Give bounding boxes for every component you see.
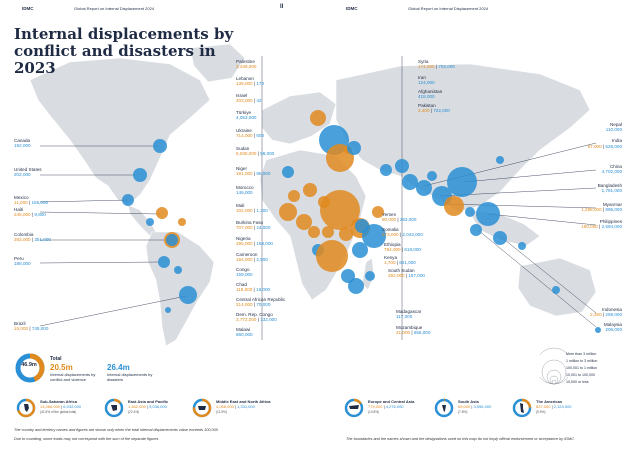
region-south-asia: South Asia 69,000 | 3,596,000 (7.8%) xyxy=(458,399,492,414)
label-cameroon: Cameroon 164,000 | 2,900 xyxy=(236,252,268,263)
label-malaysia: Malaysia 206,000 xyxy=(603,322,622,333)
bubble-kenya xyxy=(352,242,368,258)
size-legend-item: 10,000 or less xyxy=(566,380,589,384)
size-legend xyxy=(566,351,597,386)
label-palestine: Palestine 3,438,000 xyxy=(236,59,257,70)
total-disaster-label: Internal displacements by disasters xyxy=(107,372,153,382)
label-burkina-faso: Burkina Faso 707,000 | 24,000 xyxy=(236,220,271,231)
bubble-haiti xyxy=(156,207,168,219)
label-turkiye: Türkiye 4,053,000 xyxy=(236,110,257,121)
label-sudan: Sudan 6,035,000 | 58,000 xyxy=(236,146,275,157)
size-circle-5 xyxy=(552,380,556,384)
bubble-japan xyxy=(496,156,504,164)
bubble-cameroon xyxy=(308,226,320,238)
region-ssa: Sub-Saharan Africa 13,466,000 | 6,032,000 (41.6% of the global total) xyxy=(40,399,82,414)
label-canada: Canada 192,000 xyxy=(14,138,31,149)
bubble-niger xyxy=(303,183,317,197)
region-mena: Middle East and North Africa 4,058,000 | 1,331,000 (11.5%) xyxy=(216,399,271,414)
label-israel: Israel 203,000 | 42 xyxy=(236,93,262,104)
region-icon-americas xyxy=(512,398,532,418)
page-title: Internal displacements by conflict and disasters in 2023 xyxy=(14,25,234,77)
bubble-nigeria xyxy=(296,214,312,230)
bubble-vietnam xyxy=(465,207,475,217)
bubble-colombia-disaster xyxy=(166,234,178,246)
bubble-drc xyxy=(316,240,348,272)
bubble-iran xyxy=(380,164,392,176)
bubble-guatemala xyxy=(146,218,154,226)
header-left xyxy=(22,6,34,11)
land-south-america xyxy=(146,232,214,346)
bubble-peru xyxy=(158,256,170,268)
label-nepal: Nepal 110,000 xyxy=(605,122,622,133)
bubble-malaysia xyxy=(470,224,482,236)
label-congo: Congo 159,000 xyxy=(236,267,253,278)
footnote-right: The boundaries and the names shown and the designations used on this map do not imply official endorsement or acceptance by IDMC xyxy=(346,437,574,441)
label-south-sudan: South Sudan 282,000 | 167,000 xyxy=(388,268,425,279)
label-malawi: Malawi 660,000 xyxy=(236,327,253,338)
label-colombia: Colombia 293,000 | 351,000 xyxy=(14,232,51,243)
bubble-pakistan xyxy=(402,174,418,190)
label-pakistan: Pakistan 2,400 | 722,000 xyxy=(418,103,450,114)
bubble-car xyxy=(322,226,334,238)
header-right xyxy=(346,6,358,11)
bubble-mexico xyxy=(122,194,134,206)
label-yemen: Yemen 80,000 | 263,000 xyxy=(382,212,417,223)
label-afghanistan: Afghanistan 418,000 xyxy=(418,89,443,100)
label-kenya: Kenya 1,700 | 641,000 xyxy=(384,255,416,266)
bubble-united-states xyxy=(133,168,147,182)
region-eca: Europe and Central Asia 779,000 | 4,276,000 (10.8%) xyxy=(368,399,415,414)
size-legend-circles xyxy=(540,346,568,386)
label-myanmar: Myanmar 1,298,000 | 995,000 xyxy=(581,202,622,213)
leader-mexico xyxy=(40,200,128,202)
label-united-states: United States 202,000 xyxy=(14,167,42,178)
label-nigeria: Nigeria 295,000 | 168,000 xyxy=(236,236,273,247)
label-mali: Mali 102,000 | 1,300 xyxy=(236,203,268,214)
size-legend-item: 1 million to 3 million xyxy=(566,359,598,363)
bubble-canada xyxy=(153,139,167,153)
region-icon-ssa xyxy=(16,398,36,418)
land-north-america xyxy=(30,58,210,205)
header-left-report: Global Report on Internal Displacement 2024 xyxy=(74,6,155,11)
bubble-venezuela xyxy=(178,218,186,226)
total-conflict-value: 20.5m xyxy=(50,363,73,372)
label-mozambique: Mozambique 41,000 | 655,000 xyxy=(396,325,431,336)
bubble-syria xyxy=(347,141,361,155)
label-philippines: Philippines 160,000 | 2,594,000 xyxy=(581,219,622,230)
size-circle-2 xyxy=(542,360,566,384)
label-mexico: Mexico 11,000 | 156,000 xyxy=(14,195,49,206)
total-disaster-value: 26.4m xyxy=(107,363,130,372)
bubble-brazil xyxy=(179,286,197,304)
bubble-ukraine xyxy=(310,110,326,126)
size-circle-3 xyxy=(547,370,561,384)
header-right-report: Global Report on Internal Displacement 2024 xyxy=(408,6,489,11)
label-iran: Iran 124,000 xyxy=(418,75,435,86)
leader-peru xyxy=(40,262,160,263)
total-donut xyxy=(14,352,46,384)
total-conflict-label: Internal displacements by conflict and violence xyxy=(50,372,96,382)
bubble-morocco xyxy=(282,166,294,178)
bubble-chile xyxy=(165,307,171,313)
region-icon-south-asia xyxy=(434,398,454,418)
label-lebanon: Lebanon 139,000 | 170 xyxy=(236,76,265,87)
bubble-papua xyxy=(518,242,526,250)
region-eap: East Asia and Pacific 1,462,000 | 9,036,000 (22.4%) xyxy=(128,399,169,414)
bubble-mali xyxy=(288,190,300,202)
page-mark: II xyxy=(280,4,284,10)
label-car: Central African Republic 214,000 | 70,000 xyxy=(236,297,286,308)
label-chad: Chad 118,000 | 16,000 xyxy=(236,282,271,293)
region-icon-eap xyxy=(104,398,124,418)
label-somalia: Somalia 673,000 | 2,043,000 xyxy=(382,227,423,238)
label-drc: Dem. Rep. Congo 3,772,000 | 132,000 xyxy=(236,312,277,323)
label-niger: Niger 181,000 | 95,000 xyxy=(236,166,271,177)
total-value: 46.9m xyxy=(21,362,37,368)
region-icon-eca xyxy=(344,398,364,418)
bubble-bolivia xyxy=(174,266,182,274)
size-legend-item: 10,001 to 100,000 xyxy=(566,373,595,377)
bubble-philippines xyxy=(476,202,500,226)
bubble-australia xyxy=(552,286,560,294)
bubble-mozambique xyxy=(348,278,364,294)
idmc-logo-left: IDMC xyxy=(22,6,34,11)
bubble-myanmar xyxy=(444,196,464,216)
size-legend-item: 100,001 to 1 million xyxy=(566,366,598,370)
label-ukraine: Ukraine 714,000 | 600 xyxy=(236,128,265,139)
label-haiti: Haiti 245,000 | 9,800 xyxy=(14,207,46,218)
label-madagascar: Madagascar 117,000 xyxy=(396,309,422,320)
label-ethiopia: Ethiopia 794,000 | 618,000 xyxy=(384,242,421,253)
label-indonesia: Indonesia 2,300 | 258,000 xyxy=(590,307,622,318)
region-icon-mena xyxy=(192,398,212,418)
label-bangladesh: Bangladesh 1,791,000 xyxy=(597,183,622,194)
label-morocco: Morocco 146,000 xyxy=(236,185,254,196)
label-peru: Peru 188,000 xyxy=(14,256,31,267)
label-china: China 4,702,000 xyxy=(601,164,622,175)
total-label: Total xyxy=(50,356,62,362)
bubble-madagascar xyxy=(365,271,375,281)
bubble-india xyxy=(416,180,432,196)
bubble-nepal xyxy=(427,171,437,181)
bubble-indonesia xyxy=(493,231,507,245)
report-page: IDMC Global Report on Internal Displacement 2024 II IDMC Global Report on Internal Displacement 2024 Internal displacements by conflict and disasters in 2023 Canada 192,000 United States 202,000 Mexico 11,000 | 156,000 Haiti 245,000 | 9,800 Colombia 293,000 | 351,000 Peru 188,000 Brazil 15,000 | 745,000 Palestine 3,438,000 Lebanon 139,000 | 170 Israel 203,000 | 42 Türkiye 4,053,000 Ukraine 714,000 | 600 Sudan 6,035,000 | 58,000 Niger 181,000 | 95,000 Morocco 146,000 Mali 102,000 | 1,300 Burkina Faso 707,000 | 24,000 Nigeria 295,000 | 168,000 Cameroon 164,000 | 2,900 Congo 159,000 Chad 118,000 | 16,000 Central African Republic 214,000 | 70,000 Dem. Rep. Congo 3,772,000 | 132,000 Malawi 660,000 Syria 174,000 | 702,000 Iran 124,000 Afghanistan 418,000 Pakistan 2,400 | 722,000 Yemen 80,000 | 263,000 Somalia 673,000 | 2,043,000 Ethiopia 794,000 | 618,000 Kenya 1,700 | 641,000 South Sudan 282,000 | 167,000 Madagascar 117,000 Mozambique 41,000 | 655,000 India 67,000 | 528,000 Nepal 110,000 China 4,702,000 Bangladesh 1,791,000 Myanmar 1,298,000 | 995,000 Philippines 160,000 | 2,594,000 Indonesia 2,300 | 258,000 Malaysia 206,000 46.9m Total 20.5m Internal displacements by conflict and violence 26.4m Internal displacements by disasters More than 3 million 1 million to 3 million 100,001 to 1 million 10,001 to 100,000 10,000 or less Sub-Saharan Africa 13,466,000 | 6,032,000 (41.6% of the global total) East Asia and Pacific 1,462,000 | 9,036,000 (22.4%) Middle East and North Africa 4,058,000 | 1,331,000 (11.5%) Europe and Central Asia 779,000 | 4,276,000 (10.8%) South Asia 69,000 | 3,596,000 (7.8%) The Americas 637,000 | 2,123,000 (5.9%) The country and territory names and figures are shown only when the total internal displacements value exceeds 100,000 Due to rounding, some totals may not correspond with the sum of the separate figures The boundaries and the names shown and the designations used on this map do not imply official endorsement or acceptance by IDMC xyxy=(0,0,640,455)
bubble-burkina-faso xyxy=(279,203,297,221)
size-legend-item: More than 3 million xyxy=(566,352,597,356)
footnote-left-1: The country and territory names and figures are shown only when the total internal displacements value exceeds 100,000 xyxy=(14,428,218,432)
region-americas: The Americas 637,000 | 2,123,000 (5.9%) xyxy=(536,399,572,414)
bubble-china xyxy=(447,167,477,197)
label-syria: Syria 174,000 | 702,000 xyxy=(418,59,455,70)
footnote-left-2: Due to rounding, some totals may not correspond with the sum of the separate figures xyxy=(14,437,159,441)
label-india-values: 67,000 | 528,000 xyxy=(587,144,622,149)
bubble-afghanistan xyxy=(395,159,409,173)
label-brazil: Brazil 15,000 | 745,000 xyxy=(14,321,49,332)
idmc-logo-right: IDMC xyxy=(346,6,358,11)
